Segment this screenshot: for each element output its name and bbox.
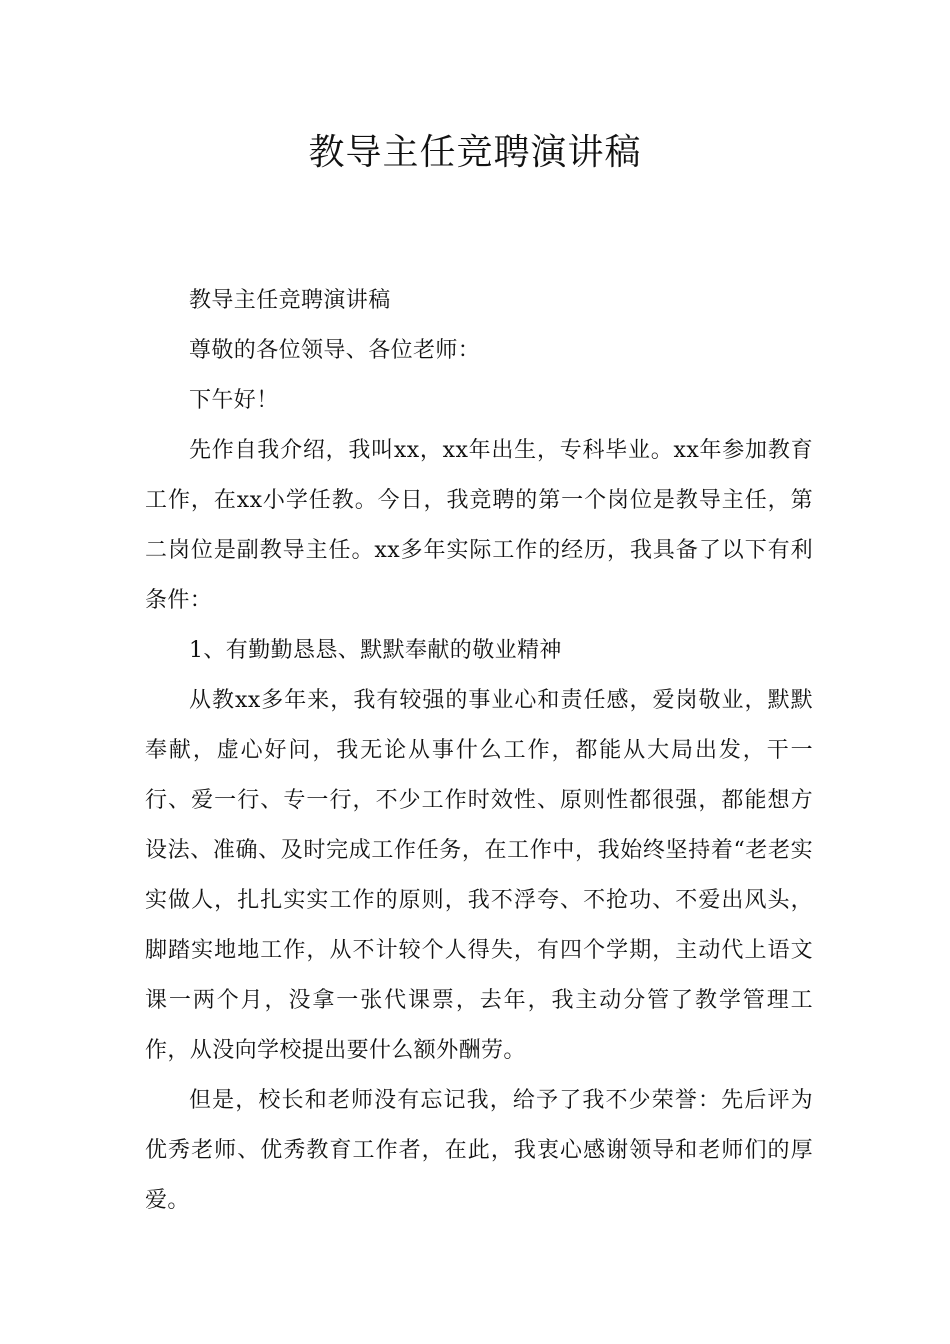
paragraph-salutation: 尊敬的各位领导、各位老师： [189, 338, 481, 363]
paragraph-honors: 但是，校长和老师没有忘记我，给予了我不少荣誉：先后评为优秀老师、优秀教育工作者，在此，我衷心感谢领导和老师们的厚爱。 [145, 1088, 813, 1213]
document-title: 教导主任竞聘演讲稿 [308, 132, 642, 173]
paragraph-heading-1: 1、有勤勤恳恳、默默奉献的敬业精神 [189, 638, 562, 663]
paragraph-greeting: 下午好！ [189, 388, 279, 413]
paragraph-introduction: 先作自我介绍，我叫xx，xx年出生，专科毕业。xx年参加教育工作，在xx小学任教。今日，我竞聘的第一个岗位是教导主任，第二岗位是副教导主任。xx多年实际工作的经历，我具备了以下有利条件： [145, 438, 813, 613]
document-body [145, 276, 813, 1226]
paragraph-subtitle: 教导主任竞聘演讲稿 [189, 288, 391, 313]
paragraph-dedication: 从教xx多年来，我有较强的事业心和责任感，爱岗敬业，默默奉献，虚心好问，我无论从事什么工作，都能从大局出发，干一行、爱一行、专一行，不少工作时效性、原则性都很强，都能想方设法、准确、及时完成工作任务，在工作中，我始终坚持着“老老实实做人，扎扎实实工作的原则，我不浮夸、不抢功、不爱出风头，脚踏实地地工作，从不计较个人得失，有四个学期，主动代上语文课一两个月，没拿一张代课票，去年，我主动分管了教学管理工作，从没向学校提出要什么额外酬劳。 [145, 688, 813, 1063]
